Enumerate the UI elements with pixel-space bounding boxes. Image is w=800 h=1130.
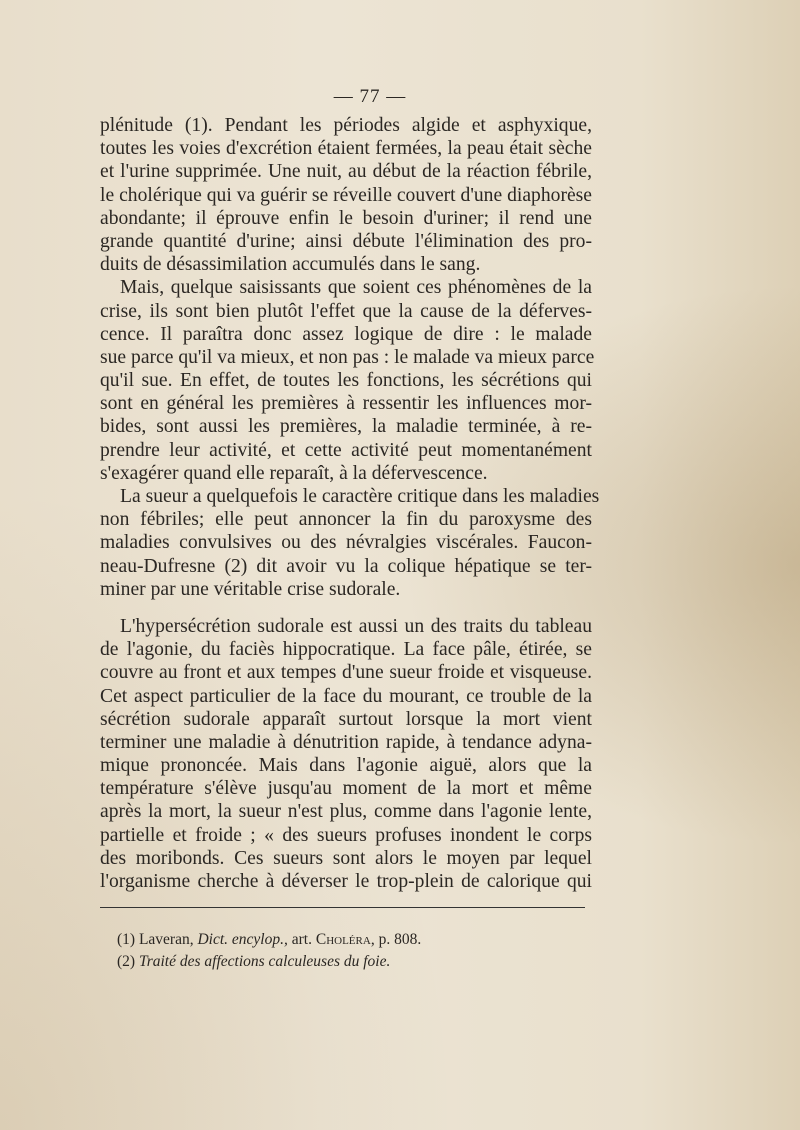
text-line: grande quantité d'urine; ainsi débute l'élimination des pro-: [100, 230, 592, 252]
footnote: [117, 929, 587, 951]
text-line: non fébriles; elle peut annoncer la fin du paroxysme des: [100, 509, 592, 531]
paragraph-spacer: [100, 601, 592, 615]
text-line: sont en général les premières à ressentir les influences mor-: [100, 393, 592, 415]
text-line: La sueur a quelquefois le caractère critique dans les maladies: [120, 486, 600, 507]
text-line: crise, ils sont bien plutôt l'effet que la cause de la déferves-: [100, 300, 592, 322]
text-line: miner par une véritable crise sudorale.: [100, 578, 401, 600]
text-line: Cet aspect particulier de la face du mourant, ce trouble de la: [100, 685, 592, 707]
text-line: après la mort, la sueur n'est plus, comme dans l'agonie lente,: [100, 801, 592, 823]
text-line: s'exagérer quand elle reparaît, à la défervescence.: [100, 462, 488, 484]
text-line: sécrétion sudorale apparaît surtout lorsque la mort vient: [100, 708, 592, 730]
body-text: [100, 114, 600, 893]
text-line: duits de désassimilation accumulés dans le sang.: [100, 254, 481, 276]
text-line: qu'il sue. En effet, de toutes les fonctions, les sécrétions qui: [100, 370, 592, 392]
footnote-article: Choléra: [315, 931, 371, 948]
page-number: — 77 —: [333, 86, 407, 107]
text-line: l'organisme cherche à déverser le trop-plein de calorique qui: [100, 871, 592, 892]
paragraph: [100, 485, 600, 601]
paragraph: [100, 615, 592, 893]
text-line: le cholérique qui va guérir se réveille couvert d'une diaphorèse: [100, 184, 592, 206]
text-line: des moribonds. Ces sueurs sont alors le moyen par lequel: [100, 847, 592, 869]
text-line: abondante; il éprouve enfin le besoin d'uriner; il rend une: [100, 207, 592, 229]
footnote-author: Laveran,: [138, 931, 194, 948]
text-line: L'hypersécrétion sudorale est aussi un des traits du tableau: [120, 615, 592, 637]
paragraph: [100, 276, 595, 485]
footnote: [117, 951, 587, 973]
text-line: et l'urine supprimée. Une nuit, au début de la réaction fébrile,: [100, 161, 592, 183]
footnote-page: , p. 808.: [370, 931, 422, 948]
text-line: bides, sont aussi les premières, la maladie terminée, à re-: [100, 416, 592, 438]
text-line: température s'élève jusqu'au moment de la mort et même: [100, 778, 592, 800]
text-line: sue parce qu'il va mieux, et non pas : le malade va mieux parce: [100, 346, 595, 368]
text-line: plénitude (1). Pendant les périodes algide et asphyxique,: [100, 115, 592, 136]
text-line: couvre au front et aux tempes d'une sueur froide et visqueuse.: [100, 662, 592, 684]
footnotes: [117, 929, 587, 973]
footnote-marker: (2): [117, 953, 136, 970]
footnote-divider: [100, 907, 585, 908]
footnote-marker: (1): [117, 931, 136, 948]
text-line: terminer une maladie à dénutrition rapide, à tendance adyna-: [100, 731, 592, 753]
text-line: cence. Il paraîtra donc assez logique de dire : le malade: [100, 323, 592, 345]
text-line: neau-Dufresne (2) dit avoir vu la colique hépatique se ter-: [100, 555, 592, 577]
text-line: toutes les voies d'excrétion étaient fermées, la peau était sèche: [100, 138, 592, 160]
footnote-title: Traité des affections calculeuses du foie.: [138, 953, 391, 970]
text-line: prendre leur activité, et cette activité peut momentanément: [100, 439, 592, 461]
text-line: mique prononcée. Mais dans l'agonie aiguë, alors que la: [100, 755, 592, 777]
text-line: partielle et froide ; « des sueurs profuses inondent le corps: [100, 824, 592, 846]
text-line: Mais, quelque saisissants que soient ces phénomènes de la: [120, 277, 592, 299]
footnote-text: art.: [291, 931, 312, 948]
text-line: maladies convulsives ou des névralgies viscérales. Faucon-: [100, 532, 592, 554]
paragraph: [100, 114, 592, 276]
text-line: de l'agonie, du faciès hippocratique. La face pâle, étirée, se: [100, 639, 592, 661]
footnote-title: Dict. encylop.,: [197, 931, 288, 948]
